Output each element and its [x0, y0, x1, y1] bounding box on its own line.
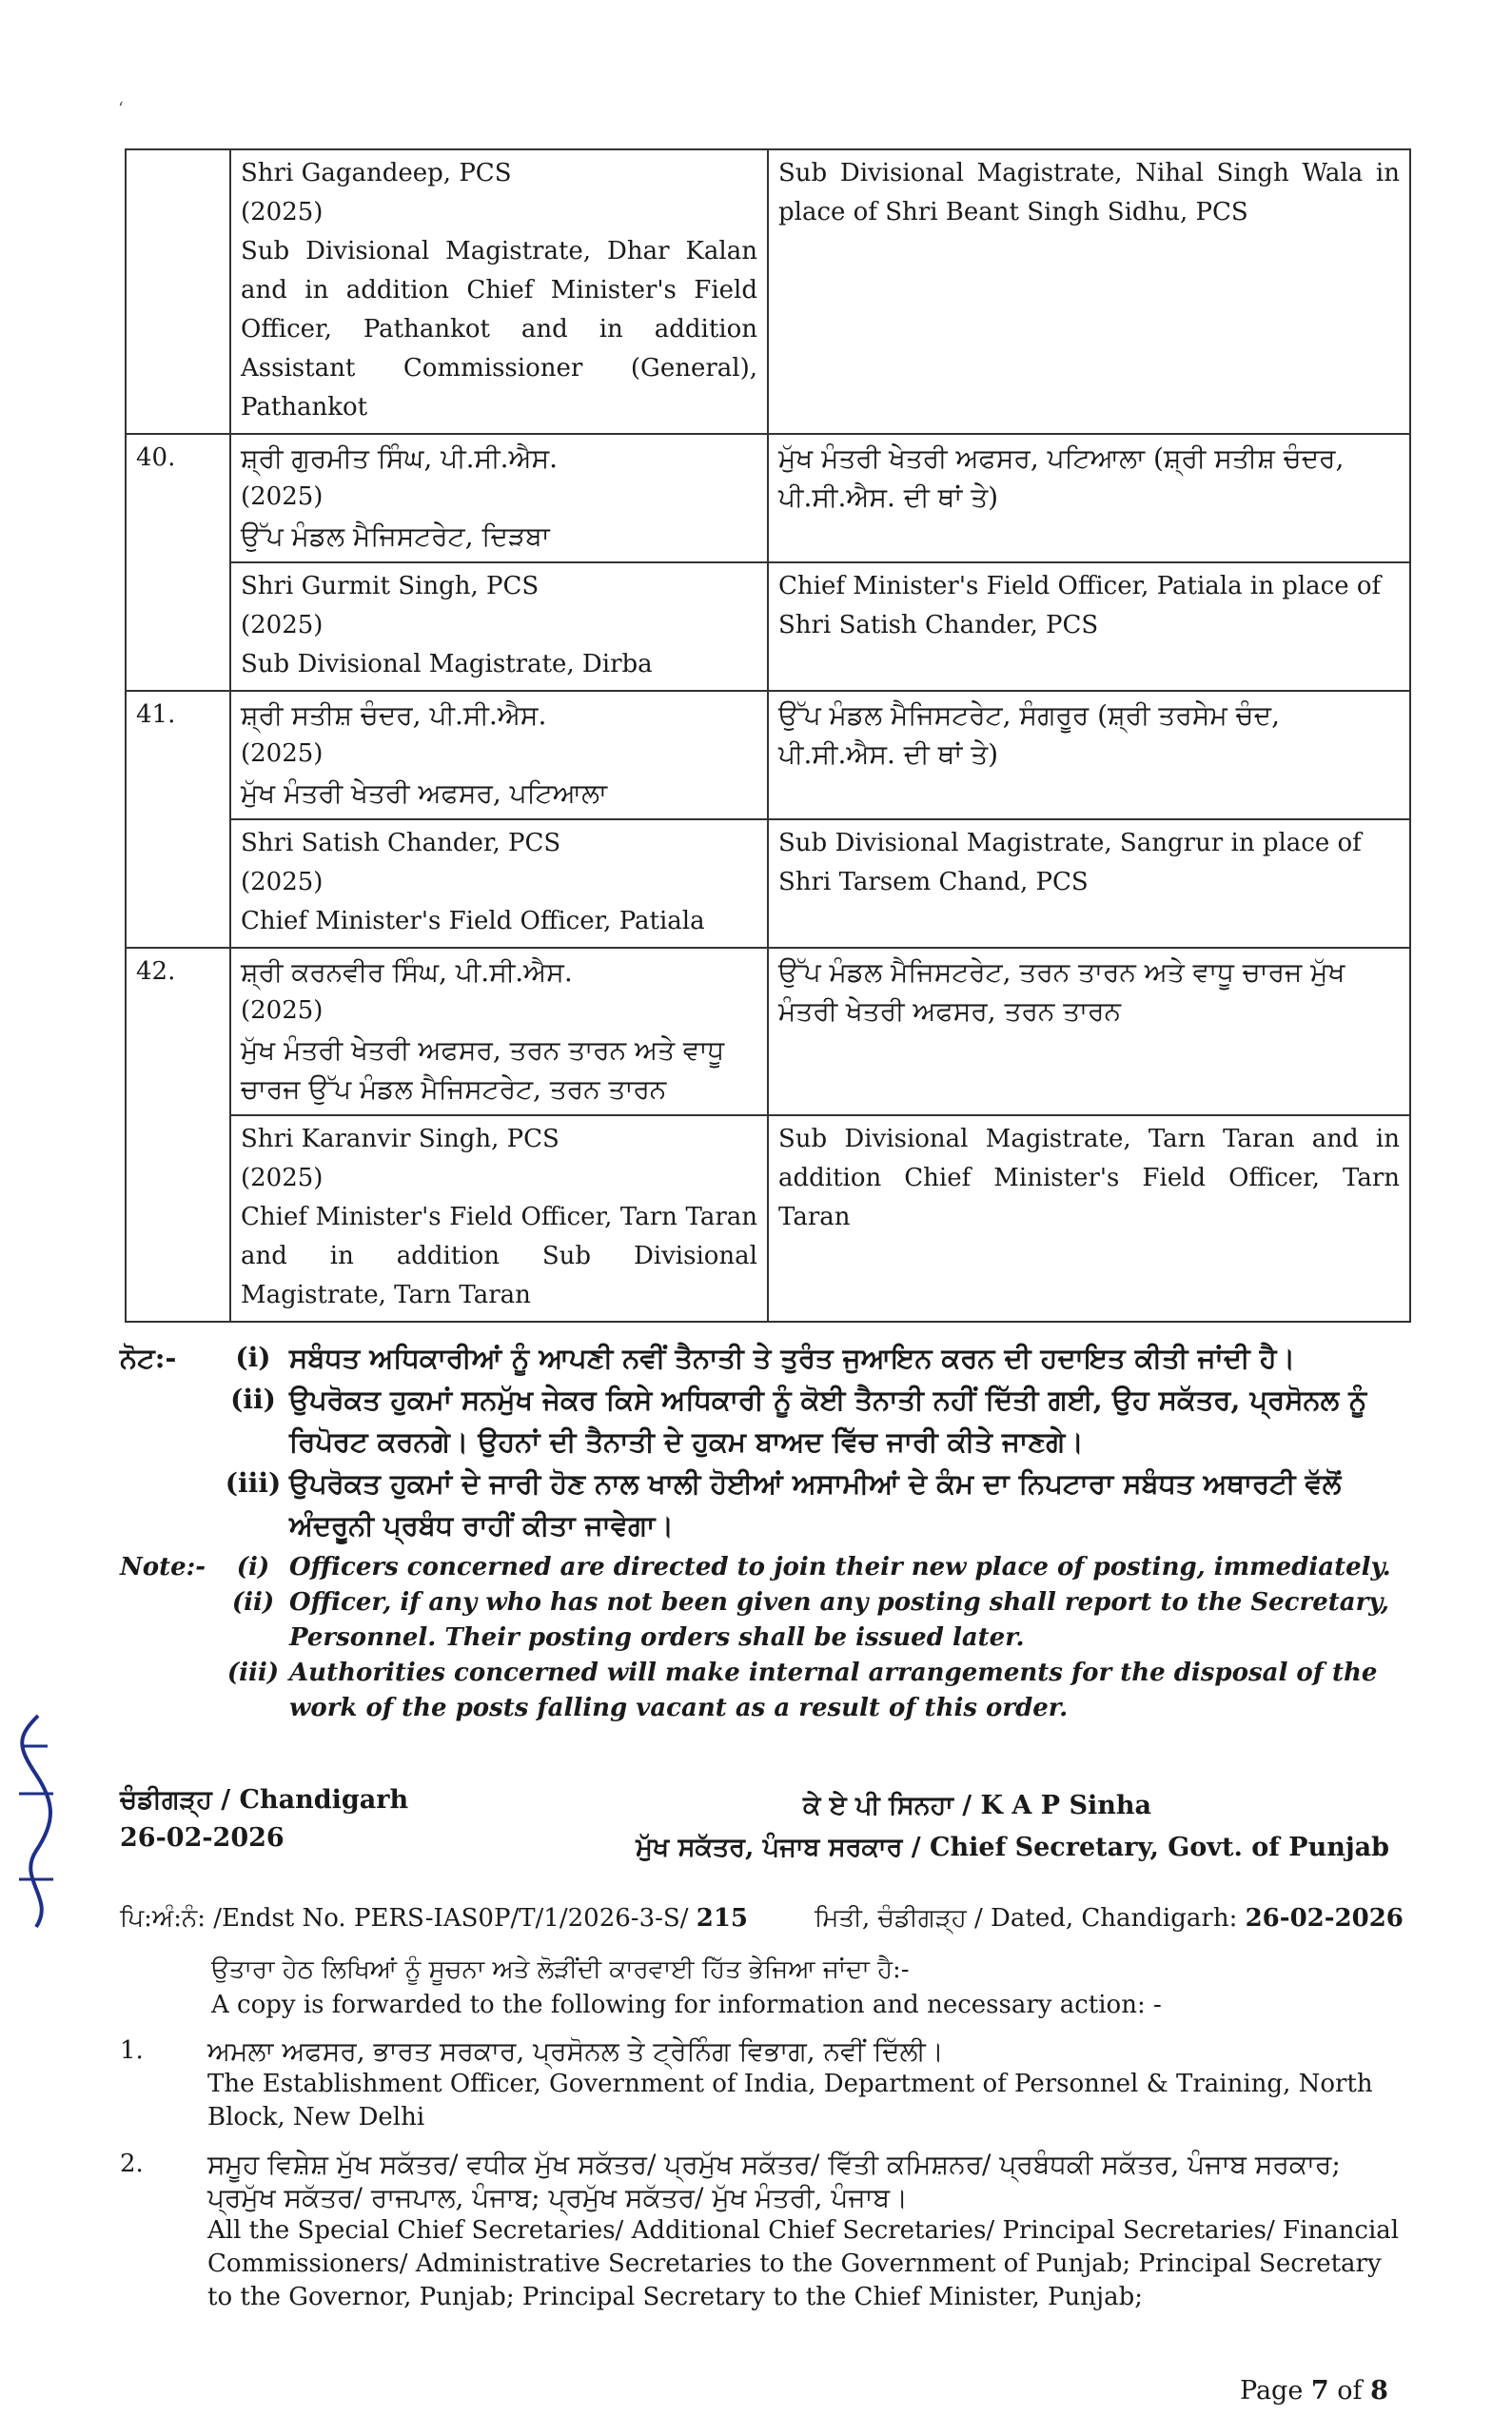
current-page: 7: [1310, 2376, 1329, 2406]
list-item: [120, 2034, 1414, 2134]
note-text: Officer, if any who has not been given any posting shall report to the Secretary, Personnel. Their posting orders shall be issued later.: [289, 1588, 1389, 1652]
endorsement-line: [120, 1899, 1414, 1937]
note-item: [120, 1550, 1414, 1585]
note-text: Officers concerned are directed to join their new place of posting, immediately.: [289, 1553, 1391, 1581]
note-item: [120, 1656, 1414, 1726]
officer-cell-pa: [230, 691, 768, 819]
officer-current-post: ਮੁੱਖ ਮੰਤਰੀ ਖੇਤਰੀ ਅਫਸਰ, ਪਟਿਆਲਾ: [241, 777, 608, 809]
officer-cell-en: [230, 149, 768, 434]
officer-cell-en: [230, 819, 768, 948]
note-text: Authorities concerned will make internal arrangements for the disposal of the work of the posts falling vacant as a result of this order.: [289, 1659, 1378, 1722]
new-posting-cell-pa: ਮੁੱਖ ਮੰਤਰੀ ਖੇਤਰੀ ਅਫਸਰ, ਪਟਿਆਲਾ (ਸ਼੍ਰੀ ਸਤੀਸ਼ ਚੰਦਰ, ਪੀ.ਸੀ.ਐਸ. ਦੀ ਥਾਂ ਤੇ): [768, 434, 1410, 562]
postings-table: [125, 148, 1411, 1323]
new-posting-cell-en: Chief Minister's Field Officer, Patiala in place of Shri Satish Chander, PCS: [768, 562, 1410, 691]
scan-mark: ‘: [118, 99, 124, 119]
table-row: [126, 434, 1410, 562]
list-number: 1.: [120, 2036, 144, 2065]
officer-name: ਸ਼੍ਰੀ ਗੁਰਮੀਤ ਸਿੰਘ, ਪੀ.ਸੀ.ਐਸ.: [241, 442, 559, 474]
list-number: 2.: [120, 2150, 144, 2178]
recipient-en: All the Special Chief Secretaries/ Additional Chief Secretaries/ Principal Secretaries/ Financial Commissioners/ Administrative Secretaries to the Government of Punjab; Principal Secretary to the Governor, Punjab; Principal Secretary to the Chief Minister, Punjab;: [207, 2216, 1400, 2311]
note-index: (ii): [231, 1588, 275, 1617]
page-number: Page 7 of 8: [1240, 2376, 1388, 2406]
table-row: [126, 948, 1410, 1115]
recipient-pa: ਸਮੂਹ ਵਿਸ਼ੇਸ਼ ਮੁੱਖ ਸਕੱਤਰ/ ਵਧੀਕ ਮੁੱਖ ਸਕੱਤਰ/ ਪ੍ਰਮੁੱਖ ਸਕੱਤਰ/ ਵਿੱਤੀ ਕਮਿਸ਼ਨਰ/ ਪ੍ਰਬੰਧਕੀ ਸਕੱਤਰ, ਪੰਜਾਬ ਸਰਕਾਰ; ਪ੍ਰਮੁੱਖ ਸਕੱਤਰ/ ਰਾਜਪਾਲ, ਪੰਜਾਬ; ਪ੍ਰਮੁੱਖ ਸਕੱਤਰ/ ਮੁੱਖ ਮੰਤਰੀ, ਪੰਜਾਬ।: [207, 2149, 1341, 2213]
note-item: [120, 1337, 1414, 1379]
total-pages: 8: [1370, 2376, 1388, 2406]
signature-block: [628, 1785, 1389, 1869]
note-item: [120, 1379, 1414, 1463]
officer-name: Shri Satish Chander, PCS: [241, 829, 561, 857]
officer-current-post: Chief Minister's Field Officer, Patiala: [241, 907, 705, 935]
place-label: ਚੰਡੀਗੜ੍ਹ / Chandigarh: [120, 1785, 409, 1815]
note-item: [120, 1585, 1414, 1656]
serial-number: 42.: [126, 948, 230, 1322]
serial-number: 40.: [126, 434, 230, 691]
note-index: (i): [235, 1342, 271, 1373]
note-index: (iii): [225, 1467, 282, 1499]
officer-name: Shri Karanvir Singh, PCS: [241, 1125, 560, 1153]
note-heading: Note:-: [120, 1553, 206, 1581]
new-posting-cell-en: Sub Divisional Magistrate, Tarn Taran and in addition Chief Minister's Field Officer, Tarn Taran: [768, 1115, 1410, 1322]
place-and-date: [120, 1781, 408, 1857]
officer-cell-pa: [230, 434, 768, 562]
notes-punjabi: [120, 1337, 1414, 1546]
forwarding-text: [211, 1953, 1353, 2023]
officer-batch: (2025): [241, 611, 324, 639]
endorsement-date: ਮਿਤੀ, ਚੰਡੀਗੜ੍ਹ / Dated, Chandigarh: 26-02-2026: [815, 1904, 1404, 1933]
forwarding-text-pa: ਉਤਾਰਾ ਹੇਠ ਲਿਖਿਆਂ ਨੂੰ ਸੂਚਨਾ ਅਤੇ ਲੋੜੀਂਦੀ ਕਾਰਵਾਈ ਹਿੱਤ ਭੇਜਿਆ ਜਾਂਦਾ ਹੈ:-: [211, 1955, 910, 1984]
officer-batch: (2025): [241, 198, 324, 226]
signatory-title: ਮੁੱਖ ਸਕੱਤਰ, ਪੰਜਾਬ ਸਰਕਾਰ / Chief Secretary, Govt. of Punjab: [636, 1833, 1389, 1862]
officer-current-post: ਮੁੱਖ ਮੰਤਰੀ ਖੇਤਰੀ ਅਫਸਰ, ਤਰਨ ਤਾਰਨ ਅਤੇ ਵਾਧੂ ਚਾਰਜ ਉੱਪ ਮੰਡਲ ਮੈਜਿਸਟਰੇਟ, ਤਰਨ ਤਾਰਨ: [241, 1034, 725, 1105]
officer-name: Shri Gagandeep, PCS: [241, 159, 512, 187]
table-row: [126, 1115, 1410, 1322]
note-index: (ii): [230, 1384, 276, 1415]
table-row: [126, 819, 1410, 948]
notes-section: [120, 1337, 1414, 1726]
officer-cell-pa: [230, 948, 768, 1115]
officer-current-post: Chief Minister's Field Officer, Tarn Taran and in addition Sub Divisional Magistrate, Tarn Taran: [241, 1203, 757, 1309]
note-index: (i): [236, 1553, 270, 1581]
list-item: [120, 2148, 1414, 2314]
officer-name: ਸ਼੍ਰੀ ਕਰਨਵੀਰ ਸਿੰਘ, ਪੀ.ਸੀ.ਐਸ.: [241, 956, 573, 988]
officer-current-post: ਉੱਪ ਮੰਡਲ ਮੈਜਿਸਟਰੇਟ, ਦਿੜਬਾ: [241, 521, 550, 552]
serial-number: 41.: [126, 691, 230, 948]
serial-number: [126, 149, 230, 434]
signatory-name: ਕੇ ਏ ਪੀ ਸਿਨਹਾ / K A P Sinha: [802, 1791, 1151, 1820]
handwritten-initial-stamp: [8, 1703, 65, 1941]
officer-name: ਸ਼੍ਰੀ ਸਤੀਸ਼ ਚੰਦਰ, ਪੀ.ਸੀ.ਐਸ.: [241, 699, 547, 731]
note-item: [120, 1463, 1414, 1546]
officer-batch: (2025): [241, 739, 324, 768]
table-row: [126, 562, 1410, 691]
officer-current-post: Sub Divisional Magistrate, Dirba: [241, 650, 653, 678]
endorsement-number: 215: [696, 1904, 749, 1933]
officer-current-post: Sub Divisional Magistrate, Dhar Kalan and in addition Chief Minister's Field Officer, Pathankot and in addition Assistant Commissioner (General), Pathankot: [241, 237, 757, 422]
note-text: ਉਪਰੋਕਤ ਹੁਕਮਾਂ ਦੇ ਜਾਰੀ ਹੋਣ ਨਾਲ ਖਾਲੀ ਹੋਈਆਂ ਅਸਾਮੀਆਂ ਦੇ ਕੰਮ ਦਾ ਨਿਪਟਾਰਾ ਸਬੰਧਤ ਅਥਾਰਟੀ ਵੱਲੋਂ ਅੰਦਰੂਨੀ ਪ੍ਰਬੰਧ ਰਾਹੀਂ ਕੀਤਾ ਜਾਵੇਗਾ।: [289, 1467, 1342, 1542]
officer-batch: (2025): [241, 1164, 324, 1192]
officer-name: Shri Gurmit Singh, PCS: [241, 572, 540, 600]
forwarding-text-en: A copy is forwarded to the following for information and necessary action: -: [211, 1991, 1162, 2019]
order-date: 26-02-2026: [120, 1823, 285, 1853]
officer-batch: (2025): [241, 996, 324, 1025]
endorsement-prefix: ਪਿ:ਅੰ:ਨੰ: /Endst No. PERS-IAS0P/T/1/2026-3-S/: [120, 1904, 697, 1933]
table-row: [126, 691, 1410, 819]
distribution-list: [120, 2034, 1414, 2328]
officer-batch: (2025): [241, 482, 324, 511]
table-row: [126, 149, 1410, 434]
officer-batch: (2025): [241, 868, 324, 896]
signature-scribble-icon: [8, 1708, 65, 1936]
recipient-pa: ਅਮਲਾ ਅਫਸਰ, ਭਾਰਤ ਸਰਕਾਰ, ਪ੍ਰਸੋਨਲ ਤੇ ਟ੍ਰੇਨਿੰਗ ਵਿਭਾਗ, ਨਵੀਂ ਦਿੱਲੀ।: [207, 2035, 944, 2067]
new-posting-cell-pa: ਉੱਪ ਮੰਡਲ ਮੈਜਿਸਟਰੇਟ, ਤਰਨ ਤਾਰਨ ਅਤੇ ਵਾਧੂ ਚਾਰਜ ਮੁੱਖ ਮੰਤਰੀ ਖੇਤਰੀ ਅਫਸਰ, ਤਰਨ ਤਾਰਨ: [768, 948, 1410, 1115]
officer-cell-en: [230, 1115, 768, 1322]
new-posting-cell-en: Sub Divisional Magistrate, Sangrur in place of Shri Tarsem Chand, PCS: [768, 819, 1410, 948]
recipient-en: The Establishment Officer, Government of India, Department of Personnel & Training, North Block, New Delhi: [207, 2070, 1373, 2132]
notes-english: [120, 1550, 1414, 1726]
officer-cell-en: [230, 562, 768, 691]
note-heading: ਨੋਟ:-: [120, 1342, 177, 1374]
note-text: ਉਪਰੋਕਤ ਹੁਕਮਾਂ ਸਨਮੁੱਖ ਜੇਕਰ ਕਿਸੇ ਅਧਿਕਾਰੀ ਨੂੰ ਕੋਈ ਤੈਨਾਤੀ ਨਹੀਂ ਦਿੱਤੀ ਗਈ, ਉਹ ਸਕੱਤਰ, ਪ੍ਰਸੋਨਲ ਨੂੰ ਰਿਪੋਰਟ ਕਰਨਗੇ। ਉਹਨਾਂ ਦੀ ਤੈਨਾਤੀ ਦੇ ਹੁਕਮ ਬਾਅਦ ਵਿੱਚ ਜਾਰੀ ਕੀਤੇ ਜਾਣਗੇ।: [289, 1384, 1367, 1458]
note-index: (iii): [226, 1659, 280, 1687]
note-text: ਸਬੰਧਤ ਅਧਿਕਾਰੀਆਂ ਨੂੰ ਆਪਣੀ ਨਵੀਂ ਤੈਨਾਤੀ ਤੇ ਤੁਰੰਤ ਜੁਆਇਨ ਕਰਨ ਦੀ ਹਦਾਇਤ ਕੀਤੀ ਜਾਂਦੀ ਹੈ।: [289, 1342, 1296, 1374]
new-posting-cell-en: Sub Divisional Magistrate, Nihal Singh Wala in place of Shri Beant Singh Sidhu, PCS: [768, 149, 1410, 434]
new-posting-cell-pa: ਉੱਪ ਮੰਡਲ ਮੈਜਿਸਟਰੇਟ, ਸੰਗਰੂਰ (ਸ਼੍ਰੀ ਤਰਸੇਮ ਚੰਦ, ਪੀ.ਸੀ.ਐਸ. ਦੀ ਥਾਂ ਤੇ): [768, 691, 1410, 819]
